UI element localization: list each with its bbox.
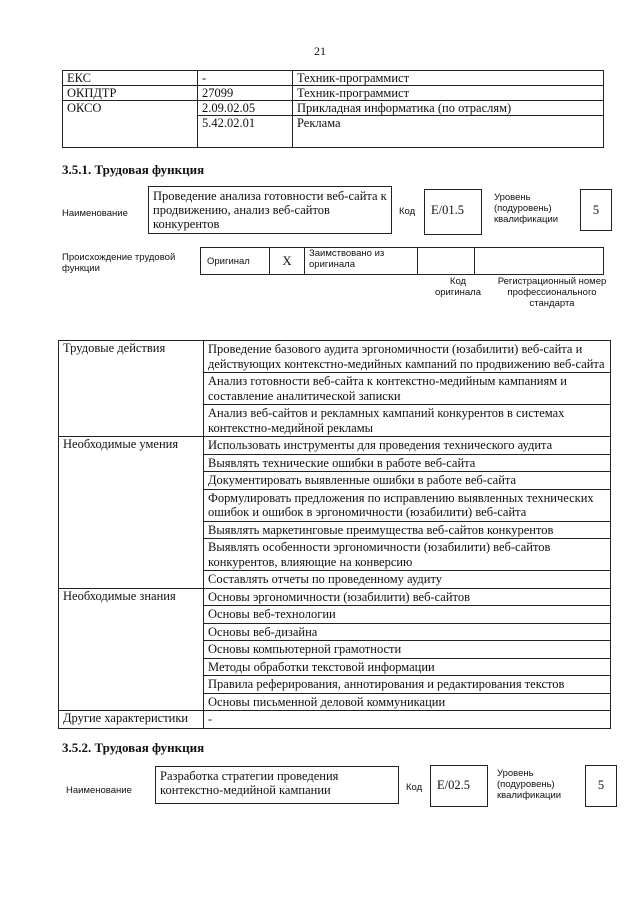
function-item: Выявлять маркетинговые преимущества веб-сайтов конкурентов	[204, 521, 611, 539]
classifier-number: 5.42.02.01	[198, 116, 293, 148]
table-row	[59, 711, 611, 729]
level-value: 5	[585, 765, 617, 807]
function-item: Документировать выявленные ошибки в работе веб-сайта	[204, 472, 611, 490]
level-label: Уровень (подуровень) квалификации	[494, 192, 559, 225]
function-item: Формулировать предложения по исправлению выявленных технических ошибок и ошибок в эргономичности (юзабилити) веб-сайта	[204, 489, 611, 521]
function-details-table	[58, 340, 611, 729]
name-label: Наименование	[66, 785, 132, 796]
original-label: Оригинал	[201, 248, 270, 275]
reg-number-label: Регистрационный номер профессионального стандарта	[497, 276, 607, 309]
function-item: Составлять отчеты по проведенному аудиту	[204, 571, 611, 589]
function-item: Анализ готовности веб-сайта к контекстно-медийным кампаниям и составление аналитической записки	[204, 373, 611, 405]
code-label: Код	[406, 782, 423, 793]
function-item: Основы компьютерной грамотности	[204, 641, 611, 659]
level-value: 5	[580, 189, 612, 231]
function-item: Методы обработки текстовой информации	[204, 658, 611, 676]
table-row	[201, 248, 604, 275]
classifier-name: Техник-программист	[293, 71, 604, 86]
classification-codes-table	[62, 70, 604, 148]
function-item: Анализ веб-сайтов и рекламных кампаний конкурентов в системах контекстно-медийной рекламы	[204, 405, 611, 437]
classifier-number: 27099	[198, 86, 293, 101]
function-item: Основы письменной деловой коммуникации	[204, 693, 611, 711]
origin-table	[200, 247, 604, 275]
classifier-code: ЕКС	[63, 71, 198, 86]
classifier-name: Прикладная информатика (по отраслям)	[293, 101, 604, 116]
table-row	[63, 71, 604, 86]
classifier-name: Техник-программист	[293, 86, 604, 101]
function-name: Разработка стратегии проведения контекстно-медийной кампании	[155, 766, 399, 804]
origin-label: Происхождение трудовой функции	[62, 252, 176, 274]
function-category-label: Необходимые знания	[59, 588, 204, 711]
function-item: Основы веб-технологии	[204, 606, 611, 624]
function-category-label: Другие характеристики	[59, 711, 204, 729]
function-code: E/02.5	[430, 765, 488, 807]
section-title: 3.5.2. Трудовая функция	[62, 740, 205, 755]
function-item: Выявлять особенности эргономичности (юзабилити) веб-сайтов конкурентов, влияющие на конверсию	[204, 539, 611, 571]
reg-number-cell	[475, 248, 604, 275]
function-category-label: Необходимые умения	[59, 437, 204, 589]
level-label: Уровень (подуровень) квалификации	[497, 768, 562, 801]
function-item: Правила реферирования, аннотирования и редактирования текстов	[204, 676, 611, 694]
function-item: Основы эргономичности (юзабилити) веб-сайтов	[204, 588, 611, 606]
classifier-number: 2.09.02.05	[198, 101, 293, 116]
function-item: Проведение базового аудита эргономичности (юзабилити) веб-сайта и действующих контекстно-медийных кампаний по продвижению веб-сайта	[204, 341, 611, 373]
table-row	[63, 86, 604, 101]
code-label: Код	[399, 206, 416, 217]
table-row	[63, 101, 604, 116]
classifier-code: ОКСО	[63, 101, 198, 148]
code-original-cell	[418, 248, 475, 275]
function-item: Выявлять технические ошибки в работе веб-сайта	[204, 454, 611, 472]
borrowed-label: Заимствовано из оригинала	[305, 248, 418, 275]
name-label: Наименование	[62, 208, 128, 219]
classifier-number: -	[198, 71, 293, 86]
section-title: 3.5.1. Трудовая функция	[62, 162, 205, 177]
function-item: -	[204, 711, 611, 729]
function-code: E/01.5	[424, 189, 482, 235]
page-number: 21	[314, 44, 326, 58]
table-row	[59, 341, 611, 373]
function-category-label: Трудовые действия	[59, 341, 204, 437]
function-name: Проведение анализа готовности веб-сайта к продвижению, анализ веб-сайтов конкурентов	[148, 186, 392, 234]
function-item: Использовать инструменты для проведения технического аудита	[204, 437, 611, 455]
table-row	[59, 437, 611, 455]
function-item: Основы веб-дизайна	[204, 623, 611, 641]
table-row	[59, 588, 611, 606]
classifier-code: ОКПДТР	[63, 86, 198, 101]
original-mark: X	[270, 248, 305, 275]
classifier-name: Реклама	[293, 116, 604, 148]
code-original-label: Код оригинала	[434, 276, 481, 298]
